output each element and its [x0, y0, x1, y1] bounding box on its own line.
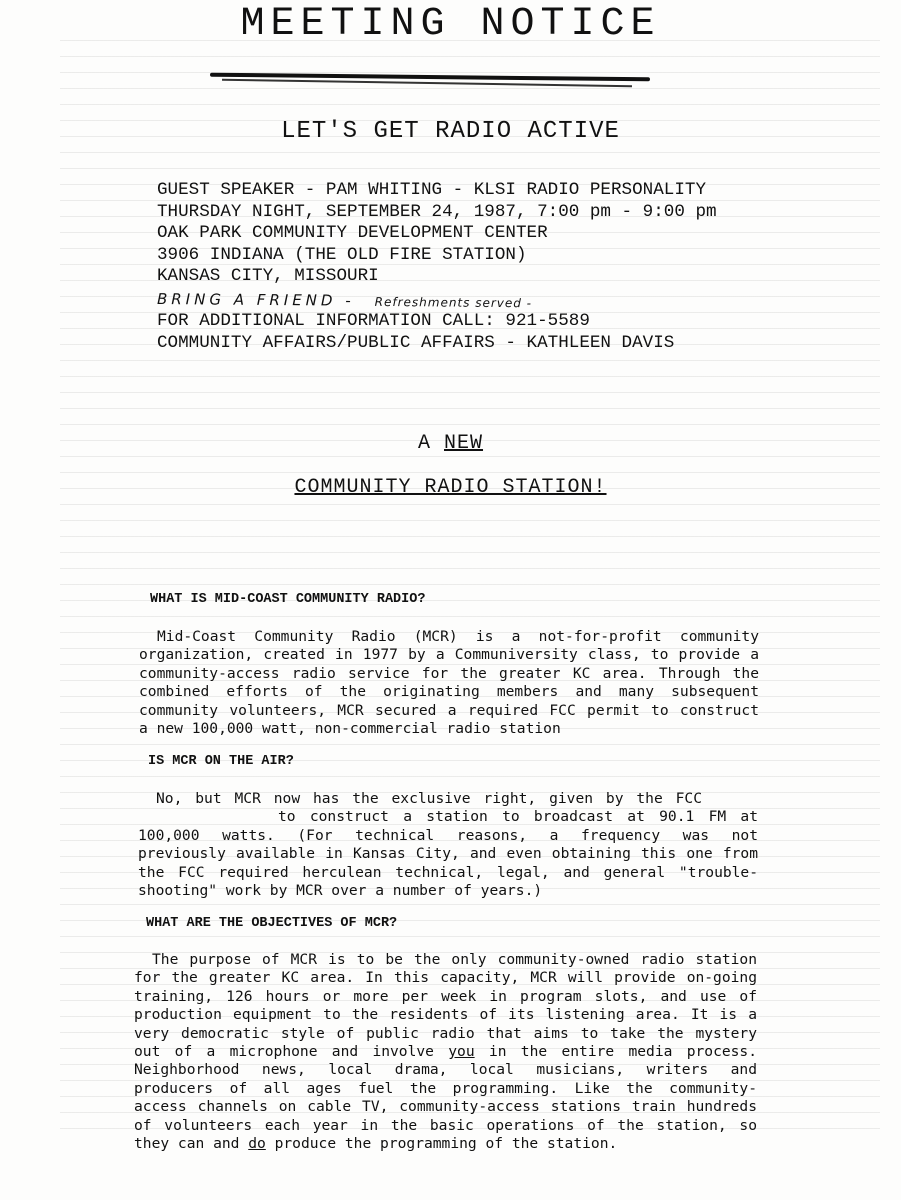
paragraph-line: for the greater KC area. In this capacity, MCR will provide on-going — [134, 969, 757, 987]
info-phone: FOR ADDITIONAL INFORMATION CALL: 921-5589 — [157, 310, 590, 331]
paragraph-line: production equipment to the residents of its listening area. It is a — [134, 1006, 757, 1024]
paragraph-line: Neighborhood news, local drama, local musicians, writers and — [134, 1061, 757, 1079]
emphasis-do: do — [248, 1135, 266, 1153]
paragraph-line: very democratic style of public radio that aims to take the mystery — [134, 1024, 757, 1042]
announcement-new — [0, 432, 901, 455]
paragraph-line: community-access radio service for the greater KC area. Through the — [139, 664, 759, 682]
handwritten-refreshments: Refreshments served - — [374, 294, 533, 311]
paragraph-line: producers of all ages fuel the programming. Like the community- — [134, 1079, 757, 1097]
paragraph-line: of volunteers each year in the basic operations of the station, so — [134, 1116, 757, 1134]
paragraph-line: Mid-Coast Community Radio (MCR) is a not-for-profit community — [157, 628, 759, 645]
subtitle: LET'S GET RADIO ACTIVE — [281, 118, 620, 145]
heading-what-is-mcr: WHAT IS MID-COAST COMMUNITY RADIO? — [150, 592, 426, 607]
meeting-city: KANSAS CITY, MISSOURI — [157, 266, 379, 287]
meeting-datetime: THURSDAY NIGHT, SEPTEMBER 24, 1987, 7:00 pm - 9:00 pm — [157, 201, 717, 222]
announcement-station: COMMUNITY RADIO STATION! — [294, 476, 607, 499]
heading-on-air: IS MCR ON THE AIR? — [148, 754, 294, 769]
paragraph-segment: produce the programming of the station. — [274, 1135, 618, 1153]
paragraph-line: The purpose of MCR is to be the only community-owned radio station — [152, 951, 757, 968]
paragraph-on-air — [138, 790, 758, 900]
contact-person: COMMUNITY AFFAIRS/PUBLIC AFFAIRS - KATHLEEN DAVIS — [157, 332, 675, 353]
paragraph-line: No, but MCR now has the exclusive right, given by the FCC — [156, 790, 702, 807]
handwritten-bring-friend: BRING A FRIEND - — [156, 289, 355, 310]
paragraph-segment: out of a microphone and involve — [134, 1043, 434, 1061]
meeting-venue: OAK PARK COMMUNITY DEVELOPMENT CENTER — [157, 223, 548, 244]
heading-objectives: WHAT ARE THE OBJECTIVES OF MCR? — [146, 916, 398, 931]
paragraph-line: combined efforts of the originating members and many subsequent — [139, 683, 759, 701]
paragraph-line — [134, 1135, 757, 1153]
emphasis-you: you — [448, 1043, 475, 1061]
paragraph-line: to construct a station to broadcast at 90.1 FM at — [278, 808, 758, 826]
page-title: MEETING NOTICE — [240, 2, 661, 47]
paragraph-objectives — [134, 951, 757, 1153]
paragraph-line — [134, 1043, 757, 1061]
announcement-new-word: NEW — [444, 432, 484, 455]
paragraph-line: the FCC required herculean technical, legal, and general "trouble- — [138, 863, 758, 881]
paragraph-segment: they can and — [134, 1135, 240, 1153]
paragraph-line: a new 100,000 watt, non-commercial radio station — [139, 720, 561, 738]
paragraph-line: organization, created in 1977 by a Communiversity class, to provide a — [139, 646, 759, 664]
paragraph-line: previously available in Kansas City, and even obtaining this one from — [138, 845, 758, 863]
announcement-a: A — [417, 432, 431, 455]
paragraph-segment: in the entire media process. — [488, 1043, 758, 1061]
guest-speaker: GUEST SPEAKER - PAM WHITING - KLSI RADIO PERSONALITY — [157, 180, 707, 200]
paragraph-line: access channels on cable TV, community-access stations train hundreds — [134, 1098, 757, 1116]
meeting-details — [157, 180, 857, 354]
meeting-address: 3906 INDIANA (THE OLD FIRE STATION) — [157, 244, 527, 265]
paragraph-line: community volunteers, MCR secured a required FCC permit to construct — [139, 701, 759, 719]
paragraph-what-is-mcr — [139, 628, 759, 738]
paragraph-line: 100,000 watts. (For technical reasons, a frequency was not — [138, 826, 758, 844]
paragraph-line: shooting" work by MCR over a number of years.) — [138, 882, 543, 900]
paragraph-line: training, 126 hours or more per week in program slots, and use of — [134, 987, 757, 1005]
